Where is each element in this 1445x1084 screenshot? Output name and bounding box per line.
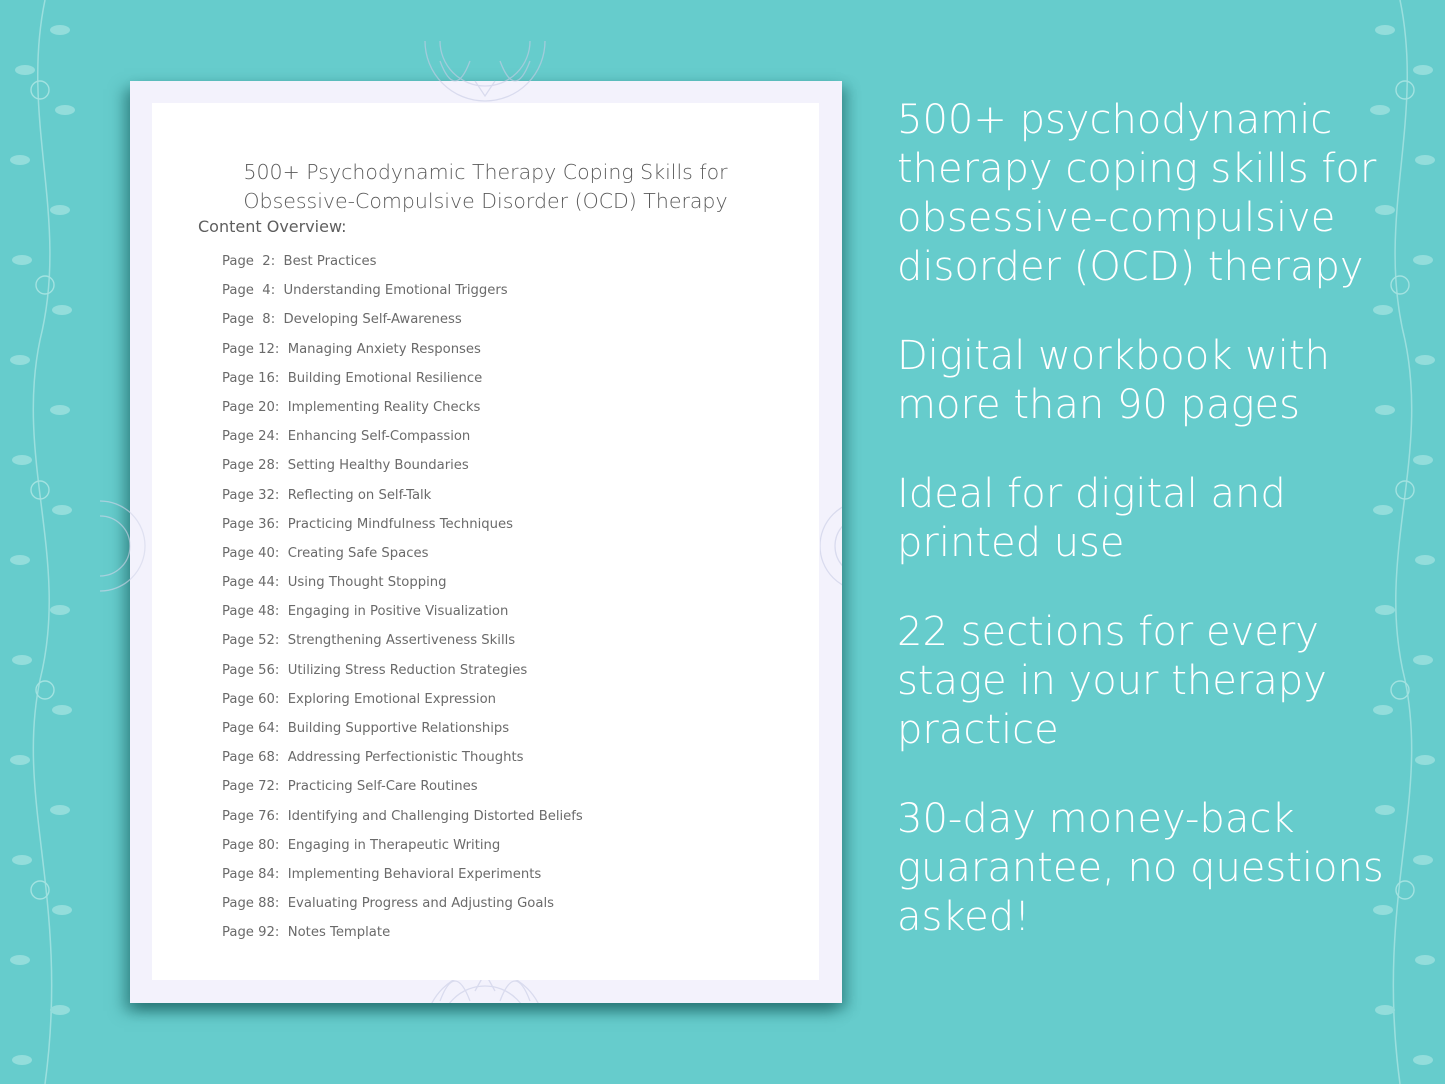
toc-item: Page 84: Implementing Behavioral Experiments — [222, 866, 542, 882]
feature-page-count: Digital workbook with more than 90 pages — [897, 333, 1330, 428]
toc-item: Page 72: Practicing Self-Care Routines — [222, 779, 478, 795]
toc-item: Page 36: Practicing Mindfulness Techniques — [222, 516, 513, 532]
toc-item: Page 64: Building Supportive Relationships — [222, 721, 510, 736]
title-line-1: 500+ Psychodynamic Therapy Coping Skills for — [243, 160, 728, 184]
floral-vine-icon — [0, 0, 90, 1084]
toc-item: Page 32: Reflecting on Self-Talk — [222, 487, 432, 503]
toc-item: Page 20: Implementing Reality Checks — [222, 399, 481, 415]
feature-coping-skills: 500+ psychodynamic therapy coping skills for obsessive-compulsive disorder (OCD) therapy — [897, 97, 1377, 290]
toc-item: Page 4: Understanding Emotional Triggers — [222, 283, 508, 299]
document-title — [152, 158, 819, 216]
feature-sections: 22 sections for every stage in your therapy practice — [897, 609, 1327, 753]
toc-item: Page 88: Evaluating Progress and Adjusting Goals — [222, 896, 554, 912]
toc-item: Page 28: Setting Healthy Boundaries — [222, 458, 469, 474]
toc-item: Page 68: Addressing Perfectionistic Thoughts — [222, 750, 524, 766]
toc-item: Page 60: Exploring Emotional Expression — [222, 691, 497, 707]
toc-item: Page 52: Strengthening Assertiveness Skills — [222, 633, 516, 649]
toc-item: Page 24: Enhancing Self-Compassion — [222, 429, 471, 445]
feature-list — [897, 96, 1417, 982]
feature-usage: Ideal for digital and printed use — [897, 471, 1286, 566]
toc-item: Page 2: Best Practices — [222, 254, 377, 269]
toc-item: Page 16: Building Emotional Resilience — [222, 370, 483, 386]
toc-item: Page 48: Engaging in Positive Visualization — [222, 604, 509, 620]
toc-item: Page 12: Managing Anxiety Responses — [222, 341, 481, 357]
toc-item: Page 56: Utilizing Stress Reduction Strategies — [222, 662, 528, 678]
table-of-contents — [222, 254, 583, 955]
toc-item: Page 40: Creating Safe Spaces — [222, 545, 429, 561]
toc-item: Page 80: Engaging in Therapeutic Writing — [222, 837, 501, 853]
title-line-2: Obsessive-Compulsive Disorder (OCD) Therapy — [243, 189, 728, 213]
workbook-page-preview — [130, 81, 842, 1003]
feature-guarantee: 30-day money-back guarantee, no questions asked! — [897, 796, 1384, 940]
toc-item: Page 76: Identifying and Challenging Distorted Beliefs — [222, 808, 583, 824]
toc-item: Page 8: Developing Self-Awareness — [222, 312, 462, 328]
content-overview-label: Content Overview: — [198, 217, 347, 236]
mandala-icon — [100, 461, 152, 631]
toc-item: Page 44: Using Thought Stopping — [222, 575, 447, 591]
page-content — [152, 103, 819, 980]
toc-item: Page 92: Notes Template — [222, 925, 391, 941]
mandala-icon — [820, 461, 842, 631]
